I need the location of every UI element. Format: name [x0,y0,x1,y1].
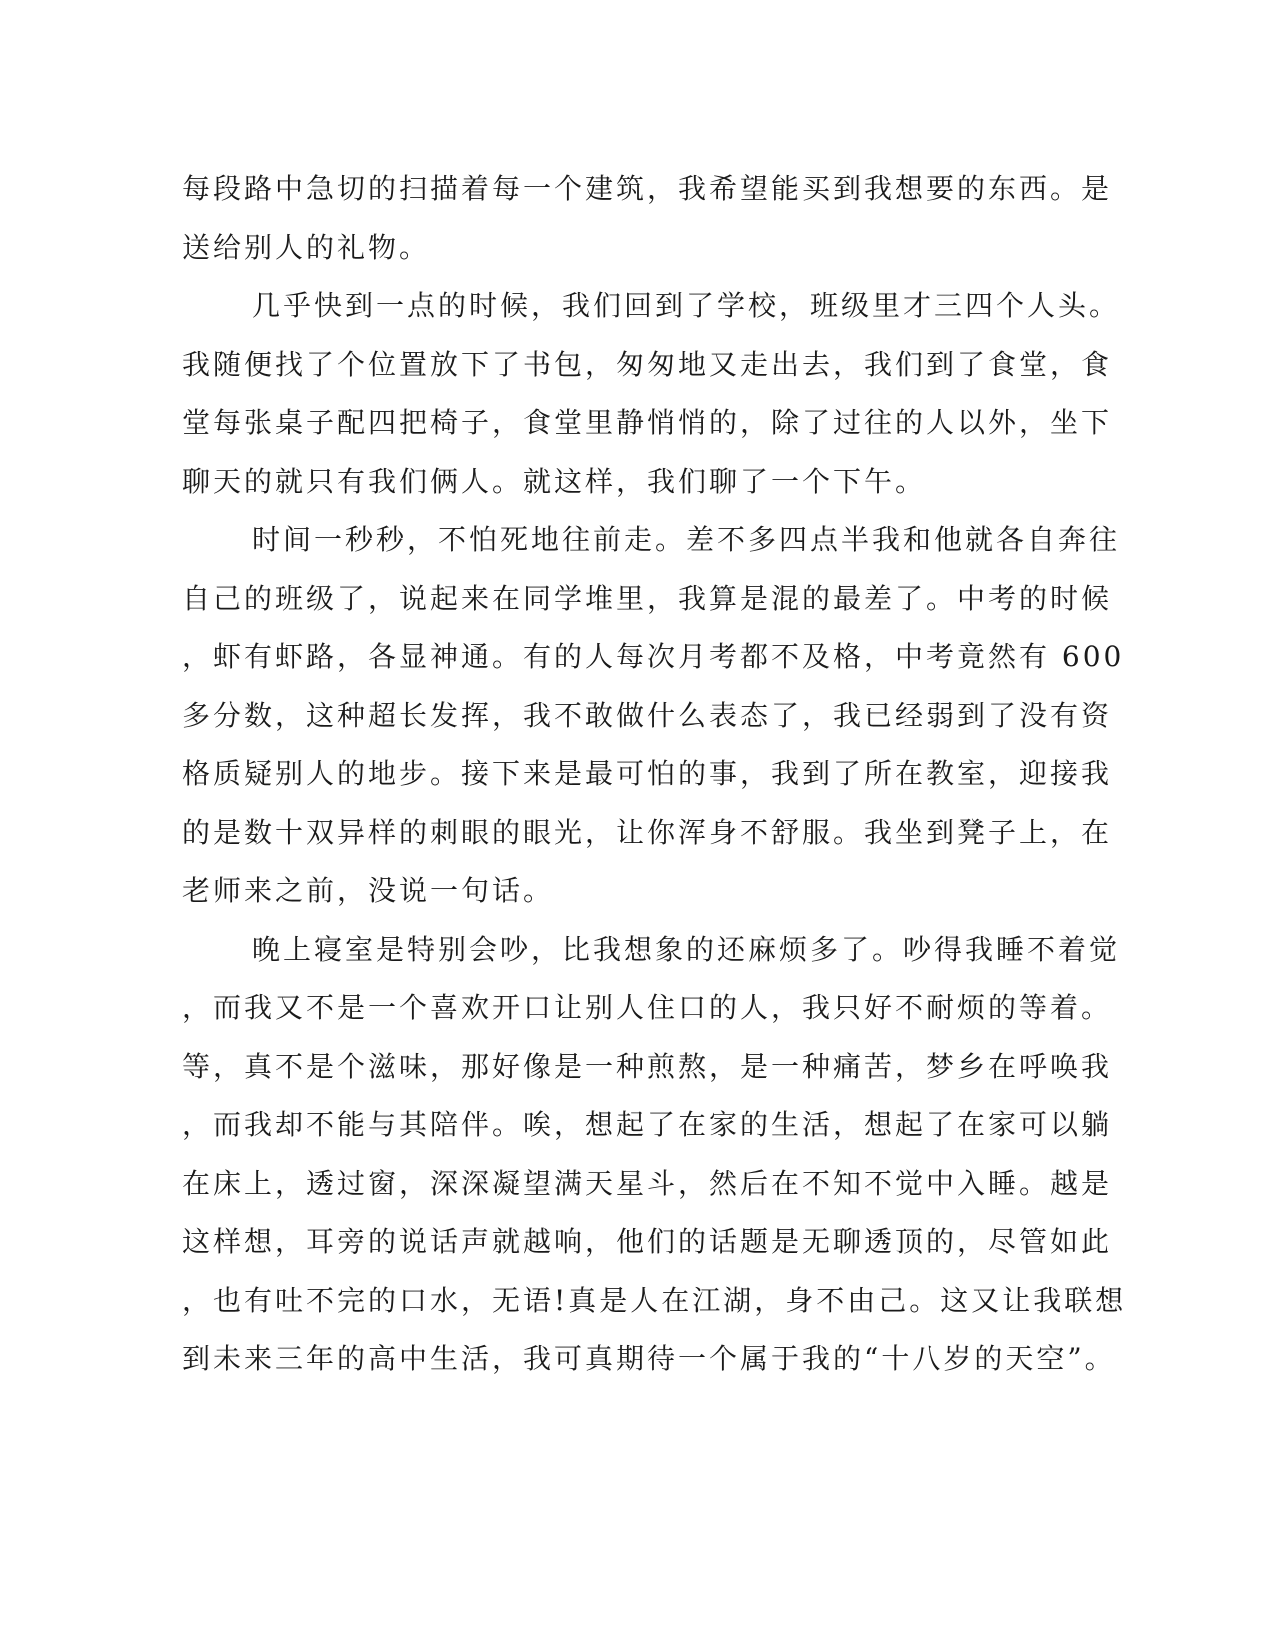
paragraph-2-line-1: 几乎快到一点的时候，我们回到了学校，班级里才三四个人头。 [252,289,1121,322]
paragraph-2-line-2: 我随便找了个位置放下了书包，匆匆地又走出去，我们到了食堂，食 [182,347,1113,381]
paragraph-4-line-3: 等，真不是个滋味，那好像是一种煎熬，是一种痛苦，梦乡在呼唤我 [182,1049,1113,1083]
paragraph-4-line-2: ，而我又不是一个喜欢开口让别人住口的人，我只好不耐烦的等着。 [182,991,1113,1024]
paragraph-4-line-8: 到未来三年的高中生活，我可真期待一个属于我的“十八岁的天空”。 [182,1342,1116,1375]
document-body [182,160,1127,1389]
paragraph-4-line-4: ，而我却不能与其陪伴。唉，想起了在家的生活，想起了在家可以躺 [182,1108,1113,1141]
paragraph-4-line-1: 晚上寝室是特别会吵，比我想象的还麻烦多了。吵得我睡不着觉 [252,932,1121,966]
paragraph-3-line-1: 时间一秒秒，不怕死地往前走。差不多四点半我和他就各自奔往 [252,523,1121,556]
paragraph-1-line-1: 每段路中急切的扫描着每一个建筑，我希望能买到我想要的东西。是 [182,172,1113,205]
paragraph-4-line-5: 在床上，透过窗，深深凝望满天星斗，然后在不知不觉中入睡。越是 [182,1166,1113,1200]
paragraph-1-line-2: 送给别人的礼物。 [182,230,431,264]
paragraph-4-line-7: ，也有吐不完的口水，无语!真是人在江湖，身不由己。这又让我联想 [182,1283,1127,1317]
paragraph-3-line-2: 自己的班级了，说起来在同学堆里，我算是混的最差了。中考的时候 [182,581,1113,615]
paragraph-2-line-3: 堂每张桌子配四把椅子，食堂里静悄悄的，除了过往的人以外，坐下 [182,406,1113,439]
paragraph-2-line-4: 聊天的就只有我们俩人。就这样，我们聊了一个下午。 [182,464,927,498]
paragraph-3-line-4: 多分数，这种超长发挥，我不敢做什么表态了，我已经弱到了没有资 [182,698,1113,732]
paragraph-3-line-7: 老师来之前，没说一句话。 [182,874,555,907]
paragraph-4-line-6: 这样想，耳旁的说话声就越响，他们的话题是无聊透顶的，尽管如此 [182,1225,1113,1258]
paragraph-3-line-6: 的是数十双异样的刺眼的眼光，让你浑身不舒服。我坐到凳子上，在 [182,815,1113,849]
paragraph-3-line-5: 格质疑别人的地步。接下来是最可怕的事，我到了所在教室，迎接我 [182,757,1113,790]
paragraph-3-line-3: ，虾有虾路，各显神通。有的人每次月考都不及格，中考竟然有 600 [182,640,1125,673]
